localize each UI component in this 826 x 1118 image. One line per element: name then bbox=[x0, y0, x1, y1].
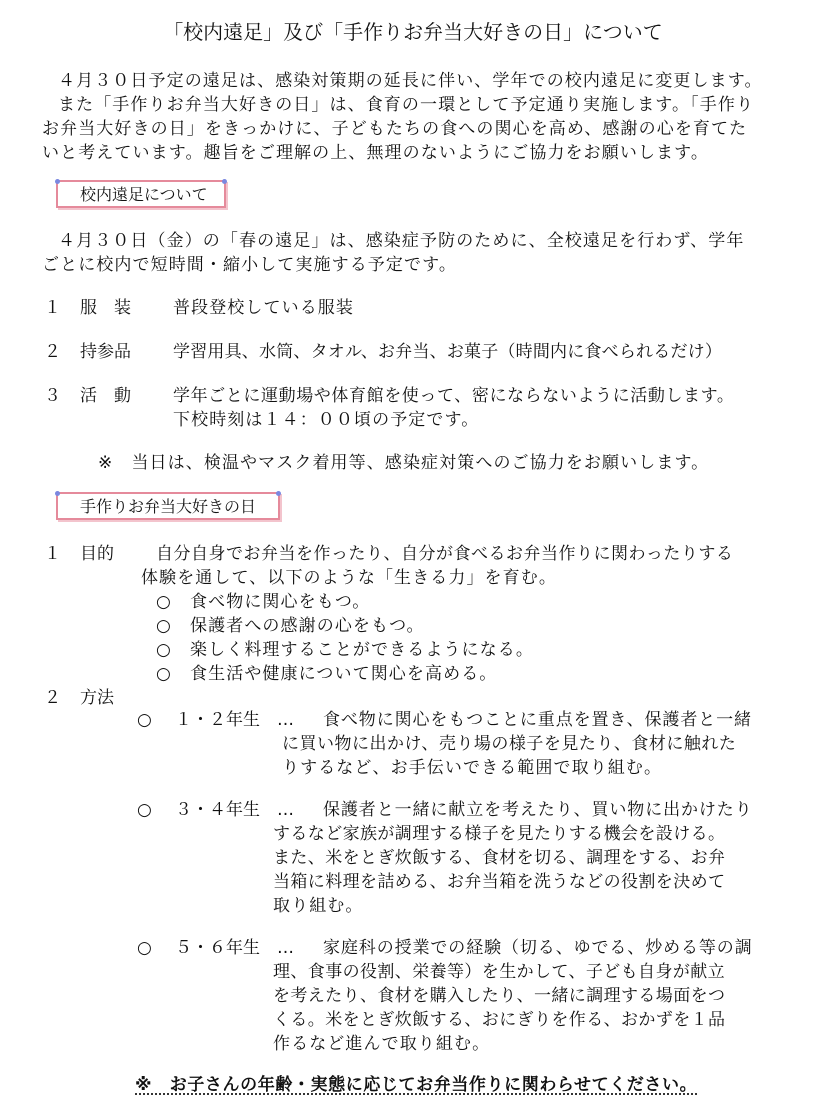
goal-item: ○ 食べ物に関心をもつ。 bbox=[156, 592, 371, 612]
final-note: ※ お子さんの年齢・実態に応じてお弁当作りに関わらせてください。 bbox=[135, 1075, 698, 1095]
intro-line: また「手作りお弁当大好きの日」は、食育の一環として予定通り実施します。「手作り bbox=[58, 95, 755, 115]
method-text: 食べ物に関心をもつことに重点を置き、保護者と一緒 bbox=[323, 710, 752, 730]
item-number: ３ bbox=[44, 386, 61, 406]
purpose-number: １ bbox=[44, 544, 61, 564]
purpose-label: 目的 bbox=[80, 544, 114, 564]
goal-item: ○ 食生活や健康について関心を高める。 bbox=[156, 664, 498, 684]
method-text: また、米をとぎ炊飯する、食材を切る、調理をする、お弁 bbox=[273, 848, 726, 868]
item-text: 下校時刻は１４：００頃の予定です。 bbox=[173, 410, 480, 430]
section1-body-line: ４月３０日（金）の「春の遠足」は、感染症予防のために、全校遠足を行わず、学年 bbox=[58, 231, 745, 251]
method-text: くる。米をとぎ炊飯する、おにぎりを作る、おかずを１品 bbox=[273, 1010, 726, 1030]
goal-item: ○ 楽しく料理することができるようになる。 bbox=[156, 640, 534, 660]
section-heading-box bbox=[56, 180, 226, 208]
method-text: 理、食事の役割、栄養等）を生かして、子ども自身が献立 bbox=[273, 962, 726, 982]
method-text: りするなど、お手伝いできる範囲で取り組む。 bbox=[282, 758, 663, 778]
intro-line: いと考えています。趣旨をご理解の上、無理のないようにご協力をお願いします。 bbox=[42, 143, 709, 163]
item-text: 学習用具、水筒、タオル、お弁当、お菓子（時間内に食べられるだけ） bbox=[173, 342, 723, 362]
section-heading: 手作りお弁当大好きの日 bbox=[80, 497, 257, 516]
method-label: 方法 bbox=[80, 688, 114, 708]
method-grade: １・２年生 … bbox=[175, 710, 294, 730]
method-grade: ５・６年生 … bbox=[175, 938, 294, 958]
section1-note: ※ 当日は、検温やマスク着用等、感染症対策へのご協力をお願いします。 bbox=[98, 453, 710, 473]
item-number: １ bbox=[44, 298, 61, 318]
item-text: 普段登校している服装 bbox=[173, 298, 354, 318]
method-text: 保護者と一緒に献立を考えたり、買い物に出かけたり bbox=[323, 800, 753, 820]
method-text: 当箱に料理を詰める、お弁当箱を洗うなどの役割を決めて bbox=[273, 872, 726, 892]
section-heading-box bbox=[56, 492, 280, 520]
intro-line: ４月３０日予定の遠足は、感染対策期の延長に伴い、学年での校内遠足に変更します。 bbox=[58, 71, 763, 91]
method-text: 取り組む。 bbox=[273, 896, 364, 916]
purpose-text: 自分自身でお弁当を作ったり、自分が食べるお弁当作りに関わったりする bbox=[156, 544, 734, 564]
method-grade: ３・４年生 … bbox=[175, 800, 294, 820]
method-text: 作るなど進んで取り組む。 bbox=[273, 1034, 491, 1054]
purpose-text: 体験を通して、以下のような「生きる力」を育む。 bbox=[141, 568, 557, 588]
method-marker: ○ bbox=[137, 938, 152, 958]
page-title: 「校内遠足」及び「手作りお弁当大好きの日」について bbox=[163, 20, 663, 44]
goal-item: ○ 保護者への感謝の心をもつ。 bbox=[156, 616, 425, 636]
item-label: 持参品 bbox=[80, 342, 131, 362]
method-text: に買い物に出かけ、売り場の様子を見たり、食材に触れた bbox=[282, 734, 737, 754]
method-marker: ○ bbox=[137, 710, 152, 730]
item-text: 学年ごとに運動場や体育館を使って、密にならないように活動します。 bbox=[173, 386, 735, 406]
intro-line: お弁当大好きの日」をきっかけに、子どもたちの食への関心を高め、感謝の心を育てた bbox=[42, 119, 748, 139]
method-number: ２ bbox=[44, 688, 61, 708]
section1-body-line: ごとに校内で短時間・縮小して実施する予定です。 bbox=[42, 255, 457, 275]
item-label: 活 動 bbox=[80, 386, 131, 406]
method-text: 家庭科の授業での経験（切る、ゆでる、炒める等の調 bbox=[323, 938, 753, 958]
method-text: するなど家族が調理する様子を見たりする機会を設ける。 bbox=[273, 824, 726, 844]
item-number: ２ bbox=[44, 342, 61, 362]
item-label: 服 装 bbox=[80, 298, 131, 318]
method-text: を考えたり、食材を購入したり、一緒に調理する場面をつ bbox=[273, 986, 726, 1006]
section-heading: 校内遠足について bbox=[80, 185, 208, 204]
method-marker: ○ bbox=[137, 800, 152, 820]
